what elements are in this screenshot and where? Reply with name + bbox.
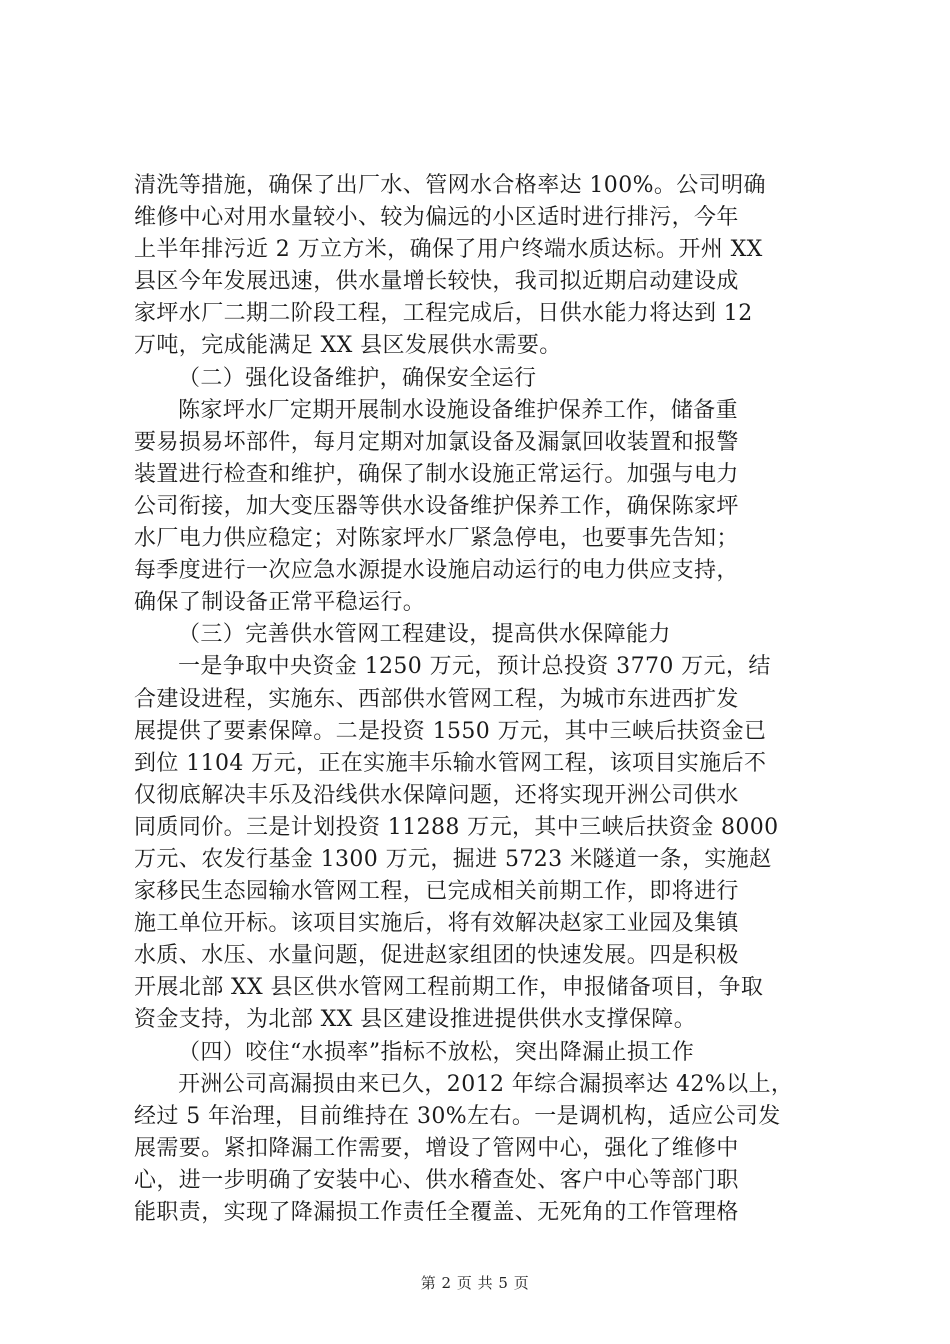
text-line: 维修中心对用水量较小、较为偏远的小区适时进行排污，今年 xyxy=(134,205,739,231)
text-line: 开展北部 XX 县区供水管网工程前期工作，申报储备项目，争取 xyxy=(134,975,764,1001)
section-heading: （四）咬住“水损率”指标不放松，突出降漏止损工作 xyxy=(178,1039,695,1065)
text-line: 确保了制设备正常平稳运行。 xyxy=(134,590,426,616)
text-line: 装置进行检查和维护，确保了制水设施正常运行。加强与电力 xyxy=(134,461,739,487)
text-line: 水厂电力供应稳定；对陈家坪水厂紧急停电，也要事先告知； xyxy=(134,526,739,552)
text-line: 上半年排污近 2 万立方米，确保了用户终端水质达标。开州 XX xyxy=(134,237,763,263)
text-line: 每季度进行一次应急水源提水设施启动运行的电力供应支持， xyxy=(134,558,739,584)
paragraph-first-line: 一是争取中央资金 1250 万元，预计总投资 3770 万元，结 xyxy=(178,654,771,680)
text-line: 仅彻底解决丰乐及沿线供水保障问题，还将实现开洲公司供水 xyxy=(134,782,739,808)
section-heading: （三）完善供水管网工程建设，提高供水保障能力 xyxy=(178,622,671,648)
text-line: 万元、农发行基金 1300 万元，掘进 5723 米隧道一条，实施赵 xyxy=(134,846,772,872)
text-line: 清洗等措施，确保了出厂水、管网水合格率达 100%。公司明确 xyxy=(134,173,766,198)
text-line: 心，进一步明确了安装中心、供水稽查处、客户中心等部门职 xyxy=(134,1167,739,1193)
text-line: 施工单位开标。该项目实施后，将有效解决赵家工业园及集镇 xyxy=(134,911,739,937)
text-line: 万吨，完成能满足 XX 县区发展供水需要。 xyxy=(134,333,562,359)
text-line: 要易损易坏部件，每月定期对加氯设备及漏氯回收装置和报警 xyxy=(134,429,739,455)
text-line: 能职责，实现了降漏损工作责任全覆盖、无死角的工作管理格 xyxy=(134,1200,739,1225)
text-line: 公司衔接，加大变压器等供水设备维护保养工作，确保陈家坪 xyxy=(134,493,739,519)
page-number-footer: 第 2 页 共 5 页 xyxy=(420,1274,530,1292)
text-line: 展需要。紧扣降漏工作需要，增设了管网中心，强化了维修中 xyxy=(134,1135,739,1161)
paragraph-first-line: 陈家坪水厂定期开展制水设施设备维护保养工作，储备重 xyxy=(178,397,739,423)
text-line: 合建设进程，实施东、西部供水管网工程，为城市东进西扩发 xyxy=(134,686,739,712)
body-text xyxy=(134,170,834,1229)
paragraph-first-line: 开洲公司高漏损由来已久，2012 年综合漏损率达 42%以上， xyxy=(178,1071,794,1097)
text-line: 资金支持，为北部 XX 县区建设推进提供供水支撑保障。 xyxy=(134,1007,697,1033)
text-line: 展提供了要素保障。二是投资 1550 万元，其中三峡后扶资金已 xyxy=(134,718,767,744)
text-line: 家移民生态园输水管网工程，已完成相关前期工作，即将进行 xyxy=(134,879,739,905)
text-line: 家坪水厂二期二阶段工程，工程完成后，日供水能力将达到 12 xyxy=(134,301,753,327)
text-line: 县区今年发展迅速，供水量增长较快，我司拟近期启动建设成 xyxy=(134,269,739,295)
text-line: 同质同价。三是计划投资 11288 万元，其中三峡后扶资金 8000 xyxy=(134,814,779,840)
text-line: 经过 5 年治理，目前维持在 30%左右。一是调机构，适应公司发 xyxy=(134,1103,781,1129)
section-heading: （二）强化设备维护，确保安全运行 xyxy=(178,365,537,391)
text-line: 水质、水压、水量问题，促进赵家组团的快速发展。四是积极 xyxy=(134,943,739,969)
text-line: 到位 1104 万元，正在实施丰乐输水管网工程，该项目实施后不 xyxy=(134,750,767,776)
